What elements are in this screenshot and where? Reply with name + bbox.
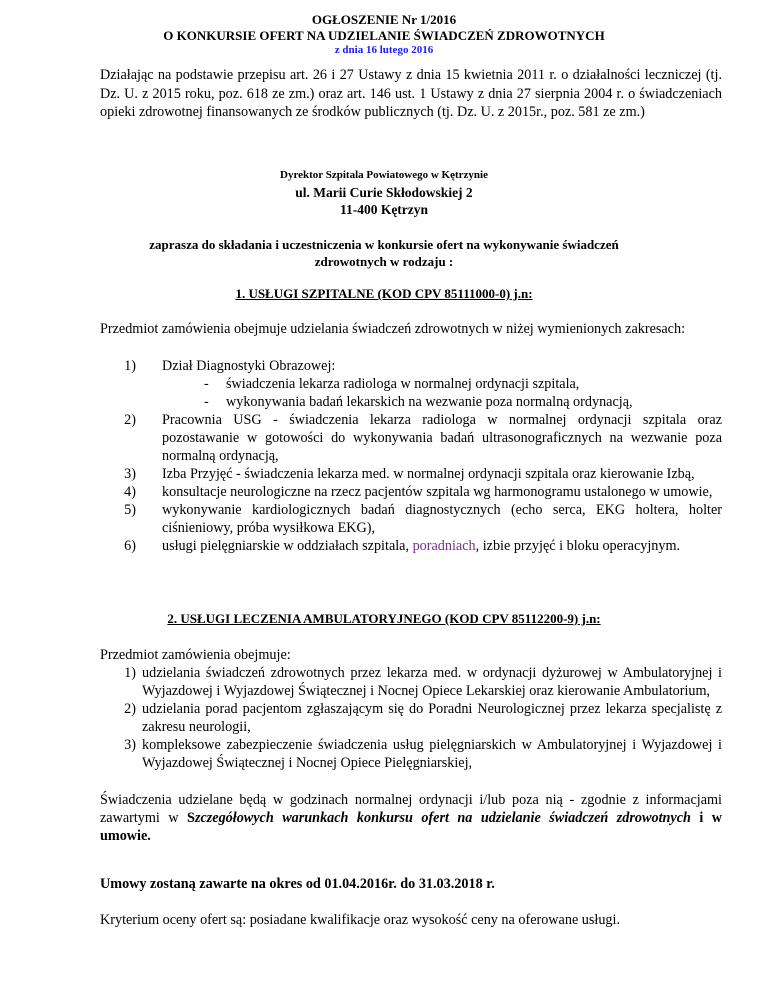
list-item-number: 2)	[124, 701, 136, 717]
closing-text-end: i w umowie.	[100, 810, 722, 844]
list-item-number: 5)	[124, 502, 136, 518]
list-item	[100, 736, 722, 772]
list-item	[100, 357, 722, 375]
list-item	[100, 411, 722, 465]
title-line-1: OGŁOSZENIE Nr 1/2016	[311, 12, 457, 27]
sub-list-item	[100, 375, 722, 393]
list-item-number: 1)	[124, 665, 136, 681]
list-item	[100, 465, 722, 483]
director-line: Dyrektor Szpitala Powiatowego w Kętrzynie	[280, 169, 488, 181]
section-2-list	[100, 664, 722, 772]
address-city: 11-400 Kętrzyn	[339, 202, 429, 217]
list-item-number: 1)	[124, 358, 136, 374]
title-line-2: O KONKURSIE OFERT NA UDZIELANIE ŚWIADCZEŃ ZDROWOTNYCH	[163, 28, 605, 43]
sub-list-item	[100, 393, 722, 411]
list-item-text: udzielania świadczeń zdrowotnych przez lekarza med. w ordynacji dyżurowej w Ambulatoryjnej i Wyjazdowej i Wyjazdowej Świątecznej i Nocnej Opiece Lekarskiej oraz kierowanie Ambulatorium,	[142, 665, 722, 699]
organizer-address	[0, 184, 768, 218]
list-item	[100, 664, 722, 700]
list-item-number: 6)	[124, 538, 136, 554]
invitation-text	[0, 236, 768, 270]
section-1-intro: Przedmiot zamówienia obejmuje udzielania świadczeń zdrowotnych w niżej wymienionych zakresach:	[100, 321, 686, 337]
invitation-line-2: zdrowotnych w rodzaju :	[314, 254, 454, 269]
sub-list-item-text: wykonywania badań lekarskich na wezwanie poza normalną ordynacją,	[226, 394, 633, 410]
clinics-link[interactable]: poradniach	[412, 538, 476, 554]
section-1-list	[100, 357, 722, 555]
sub-list-item-text: świadczenia lekarza radiologa w normalnej ordynacji szpitala,	[226, 376, 580, 392]
list-item-number: 2)	[124, 412, 136, 428]
closing-paragraph	[100, 791, 722, 845]
list-item-text-start: usługi pielęgniarskie w oddziałach szpitala,	[162, 538, 413, 554]
list-item-text: wykonywanie kardiologicznych badań diagnostycznych (echo serca, EKG holtera, holter ciśnieniowy, próba wysiłkowa EKG),	[162, 502, 722, 536]
list-item	[100, 483, 722, 501]
section-2-heading: 2. USŁUGI LECZENIA AMBULATORYJNEGO (KOD CPV 85112200-9) j.n:	[167, 611, 601, 626]
section-1-heading: 1. USŁUGI SZPITALNE (KOD CPV 85111000-0) j.n:	[235, 286, 533, 301]
list-item-number: 3)	[124, 737, 136, 753]
closing-italic-title: zczegółowych warunkach konkursu ofert na udzielanie świadczeń zdrowotnych	[194, 810, 691, 826]
list-item-text: kompleksowe zabezpieczenie świadczenia usług pielęgniarskich w Ambulatoryjnej i Wyjazdowej i Wyjazdowej Świątecznej i Nocnej Opiece Pielęgniarskiej,	[142, 737, 722, 771]
invitation-line-1: zaprasza do składania i uczestniczenia w konkursie ofert na wykonywanie świadczeń	[149, 237, 619, 252]
list-item-number: 3)	[124, 466, 136, 482]
list-item	[100, 501, 722, 537]
list-item	[100, 537, 722, 555]
list-item-text: konsultacje neurologiczne na rzecz pacjentów szpitala wg harmonogramu ustalonego w umowie,	[162, 484, 713, 500]
evaluation-criteria: Kryterium oceny ofert są: posiadane kwalifikacje oraz wysokość ceny na oferowane usługi.	[100, 912, 621, 928]
list-item-text: Pracownia USG - świadczenia lekarza radiologa w normalnej ordynacji szpitala oraz pozostawanie w gotowości do wykonywania badań ultrasonograficznych na wezwanie poza normalną ordynacją,	[162, 412, 722, 464]
contract-period: Umowy zostaną zawarte na okres od 01.04.2016r. do 31.03.2018 r.	[100, 876, 495, 892]
section-2-intro: Przedmiot zamówienia obejmuje:	[100, 647, 291, 663]
closing-text-start: Świadczenia udzielane będą w godzinach normalnej ordynacji i/lub poza nią - zgodnie z informacjami zawartymi w	[100, 792, 722, 826]
list-item	[100, 700, 722, 736]
announcement-date: z dnia 16 lutego 2016	[334, 44, 434, 56]
list-item-text: udzielania porad pacjentom zgłaszającym się do Poradni Neurologicznej przez lekarza specjalistę z zakresu neurologii,	[142, 701, 722, 735]
list-item-text-end: , izbie przyjęć i bloku operacyjnym.	[475, 538, 681, 554]
list-item-text	[162, 537, 722, 555]
dash-bullet: -	[204, 376, 209, 392]
announcement-title	[0, 12, 768, 44]
legal-basis-paragraph: Działając na podstawie przepisu art. 26 i 27 Ustawy z dnia 15 kwietnia 2011 r. o działalności leczniczej (tj. Dz. U. z 2015 roku, poz. 618 ze zm.) oraz art. 146 ust. 1 Ustawy z dnia 27 sierpnia 2004 r. o świadczeniach opieki zdrowotnej finansowanych ze środków publicznych (tj. Dz. U. z 2015r., poz. 581 ze zm.)	[100, 67, 722, 120]
closing-bold-letter: S	[187, 810, 195, 826]
address-street: ul. Marii Curie Skłodowskiej 2	[295, 185, 473, 200]
list-item-text: Izba Przyjęć - świadczenia lekarza med. w normalnej ordynacji szpitala oraz kierowanie Izbą,	[162, 466, 695, 482]
list-item-number: 4)	[124, 484, 136, 500]
list-item-text: Dział Diagnostyki Obrazowej:	[162, 358, 336, 374]
dash-bullet: -	[204, 394, 209, 410]
